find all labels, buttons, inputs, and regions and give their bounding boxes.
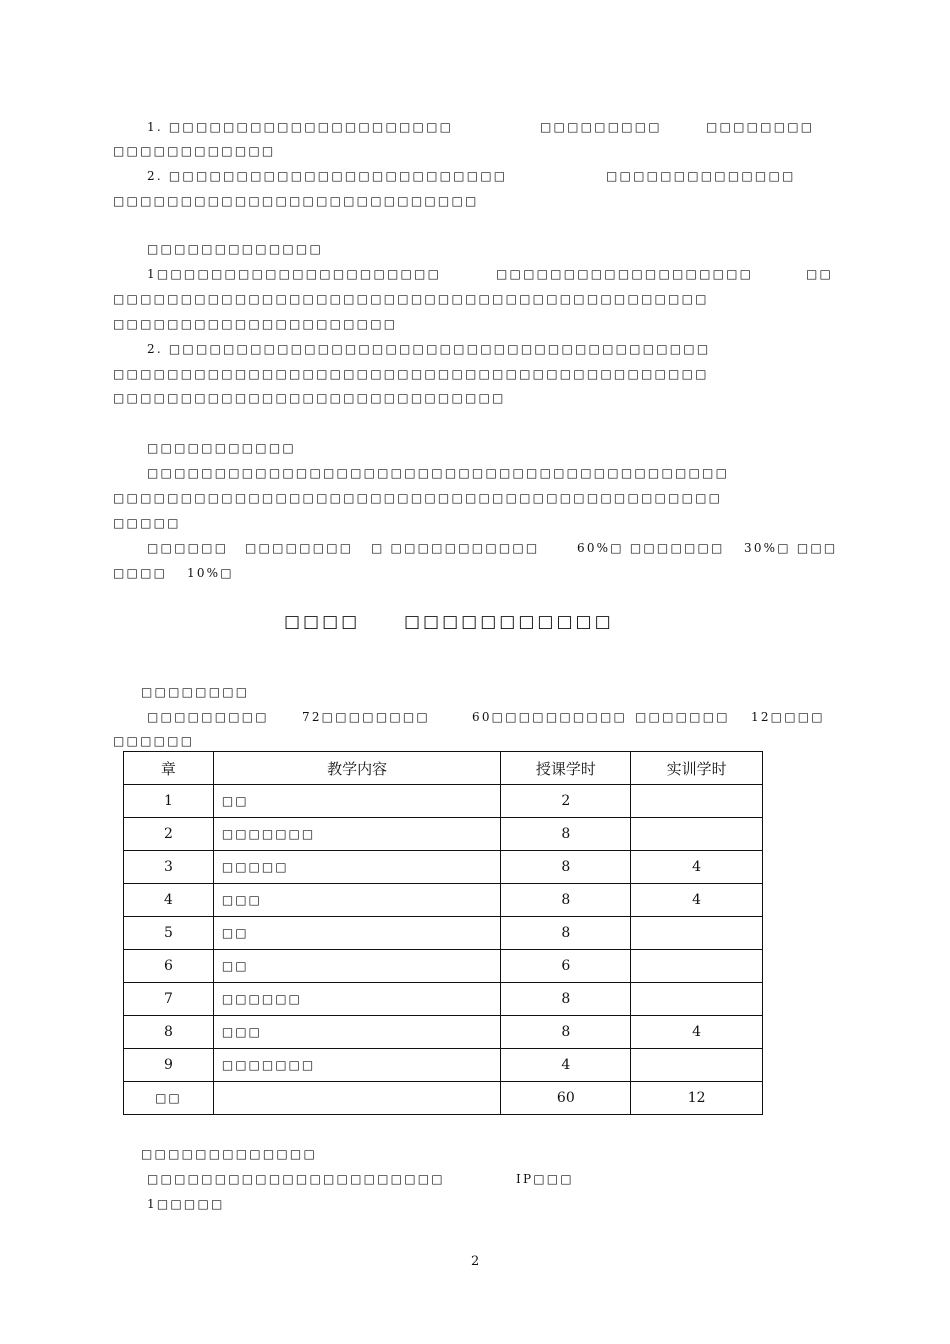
para-1-line-1c: □□□□□□□□ xyxy=(706,120,815,134)
cell-training xyxy=(631,818,763,851)
cell-chapter: 1 xyxy=(124,785,214,818)
cell-training xyxy=(631,950,763,983)
cell-content: □□ xyxy=(213,785,501,818)
cell-teaching: 8 xyxy=(501,818,631,851)
cell-chapter: 2 xyxy=(124,818,214,851)
hours-line-a: □□□□□□□□□ xyxy=(147,710,269,724)
section-heading-1: □□□□□□□□□□□□□ xyxy=(147,242,323,256)
para-4-line-2: □□□□□□□□□□□□□□□□□□□□□□□□□□□□□□□□□□□□□□□□□□□□ xyxy=(113,367,709,381)
cell-teaching: 2 xyxy=(501,785,631,818)
para-6-part-g: 10%□ xyxy=(187,566,234,580)
para-3-line-1b: □□□□□□□□□□□□□□□□□□□ xyxy=(496,267,754,281)
cell-content: □□□ xyxy=(213,1016,501,1049)
cell-teaching: 4 xyxy=(501,1049,631,1082)
cell-chapter: 9 xyxy=(124,1049,214,1082)
para-2-line-1a: 2. □□□□□□□□□□□□□□□□□□□□□□□□□ xyxy=(147,169,508,183)
after-line-a: □□□□□□□□□□□□□□□□□□□□□□ xyxy=(147,1172,445,1186)
para-4-line-1: 2. □□□□□□□□□□□□□□□□□□□□□□□□□□□□□□□□□□□□□□□□ xyxy=(147,342,711,356)
para-6-part-f: □□□□ xyxy=(113,566,168,580)
header-content: 教学内容 xyxy=(213,752,501,785)
para-1-line-1a: 1. □□□□□□□□□□□□□□□□□□□□□ xyxy=(147,120,454,134)
cell-training: 4 xyxy=(631,1016,763,1049)
after-line-c: 1□□□□□ xyxy=(147,1197,225,1211)
cell-teaching: 8 xyxy=(501,851,631,884)
para-6-part-c: □ □□□□□□□□□□□ xyxy=(371,541,540,555)
chapter-title: □□□□□□□□□□□ xyxy=(404,612,614,632)
para-4-line-3: □□□□□□□□□□□□□□□□□□□□□□□□□□□□□ xyxy=(113,391,506,405)
table-row xyxy=(124,1016,763,1049)
cell-teaching: 8 xyxy=(501,884,631,917)
para-3-line-1a: 1□□□□□□□□□□□□□□□□□□□□□ xyxy=(147,267,442,281)
para-3-line-2: □□□□□□□□□□□□□□□□□□□□□□□□□□□□□□□□□□□□□□□□□□□□ xyxy=(113,292,709,306)
cell-chapter: 5 xyxy=(124,917,214,950)
hours-line-c: 60□□□□□□□□□□ xyxy=(472,710,628,724)
cell-chapter: 7 xyxy=(124,983,214,1016)
page-number: 2 xyxy=(471,1254,480,1269)
cell-training xyxy=(631,1049,763,1082)
cell-content: □□□□□□ xyxy=(213,983,501,1016)
table-row xyxy=(124,1049,763,1082)
cell-total-teaching: 60 xyxy=(501,1082,631,1115)
para-3-line-3: □□□□□□□□□□□□□□□□□□□□□ xyxy=(113,317,398,331)
table-row xyxy=(124,818,763,851)
table-row xyxy=(124,785,763,818)
table-row xyxy=(124,950,763,983)
hours-line-f: □□□□□□ xyxy=(113,734,195,748)
table-row xyxy=(124,884,763,917)
cell-content: □□ xyxy=(213,917,501,950)
hours-line-d: □□□□□□□ xyxy=(635,710,730,724)
para-1-line-1b: □□□□□□□□□ xyxy=(540,120,662,134)
para-6-part-e: 30%□ □□□ xyxy=(744,541,838,555)
para-5-line-3: □□□□□ xyxy=(113,516,181,530)
cell-training: 4 xyxy=(631,884,763,917)
table-total-row xyxy=(124,1082,763,1115)
header-chapter: 章 xyxy=(124,752,214,785)
table-row xyxy=(124,917,763,950)
chapter-number: □□□□ xyxy=(284,612,361,632)
cell-training xyxy=(631,983,763,1016)
para-5-line-2: □□□□□□□□□□□□□□□□□□□□□□□□□□□□□□□□□□□□□□□□□□□□□ xyxy=(113,491,723,505)
hours-table xyxy=(123,751,763,1115)
cell-total-training: 12 xyxy=(631,1082,763,1115)
cell-chapter: 8 xyxy=(124,1016,214,1049)
para-5-line-1: □□□□□□□□□□□□□□□□□□□□□□□□□□□□□□□□□□□□□□□□□□□ xyxy=(147,466,730,480)
cell-content: □□ xyxy=(213,950,501,983)
after-heading: □□□□□□□□□□□□□ xyxy=(141,1147,317,1161)
cell-chapter: 4 xyxy=(124,884,214,917)
para-2-line-2: □□□□□□□□□□□□□□□□□□□□□□□□□□□ xyxy=(113,194,479,208)
table-row xyxy=(124,851,763,884)
header-teaching-hours: 授课学时 xyxy=(501,752,631,785)
cell-teaching: 8 xyxy=(501,983,631,1016)
para-6-part-b: □□□□□□□□ xyxy=(245,541,354,555)
table-row xyxy=(124,983,763,1016)
header-training-hours: 实训学时 xyxy=(631,752,763,785)
cell-chapter: 3 xyxy=(124,851,214,884)
cell-teaching: 6 xyxy=(501,950,631,983)
cell-training xyxy=(631,785,763,818)
para-1-line-2: □□□□□□□□□□□□ xyxy=(113,144,276,158)
after-line-b: IP□□□ xyxy=(516,1172,574,1186)
hours-heading: □□□□□□□□ xyxy=(141,685,250,699)
table-header-row xyxy=(124,752,763,785)
para-3-line-1c: □□ xyxy=(806,267,834,281)
cell-teaching: 8 xyxy=(501,917,631,950)
cell-chapter: 6 xyxy=(124,950,214,983)
cell-training: 4 xyxy=(631,851,763,884)
cell-content: □□□□□ xyxy=(213,851,501,884)
cell-training xyxy=(631,917,763,950)
hours-line-b: 72□□□□□□□□ xyxy=(302,710,430,724)
cell-teaching: 8 xyxy=(501,1016,631,1049)
para-6-part-a: □□□□□□ xyxy=(147,541,229,555)
cell-content: □□□□□□□ xyxy=(213,1049,501,1082)
cell-content: □□□ xyxy=(213,884,501,917)
hours-line-e: 12□□□□ xyxy=(751,710,825,724)
cell-content: □□□□□□□ xyxy=(213,818,501,851)
section-heading-2: □□□□□□□□□□□ xyxy=(147,441,296,455)
cell-total-content xyxy=(213,1082,501,1115)
para-6-part-d: 60%□ □□□□□□□ xyxy=(577,541,725,555)
para-2-line-1b: □□□□□□□□□□□□□□ xyxy=(606,169,796,183)
cell-total-label: □□ xyxy=(124,1082,214,1115)
